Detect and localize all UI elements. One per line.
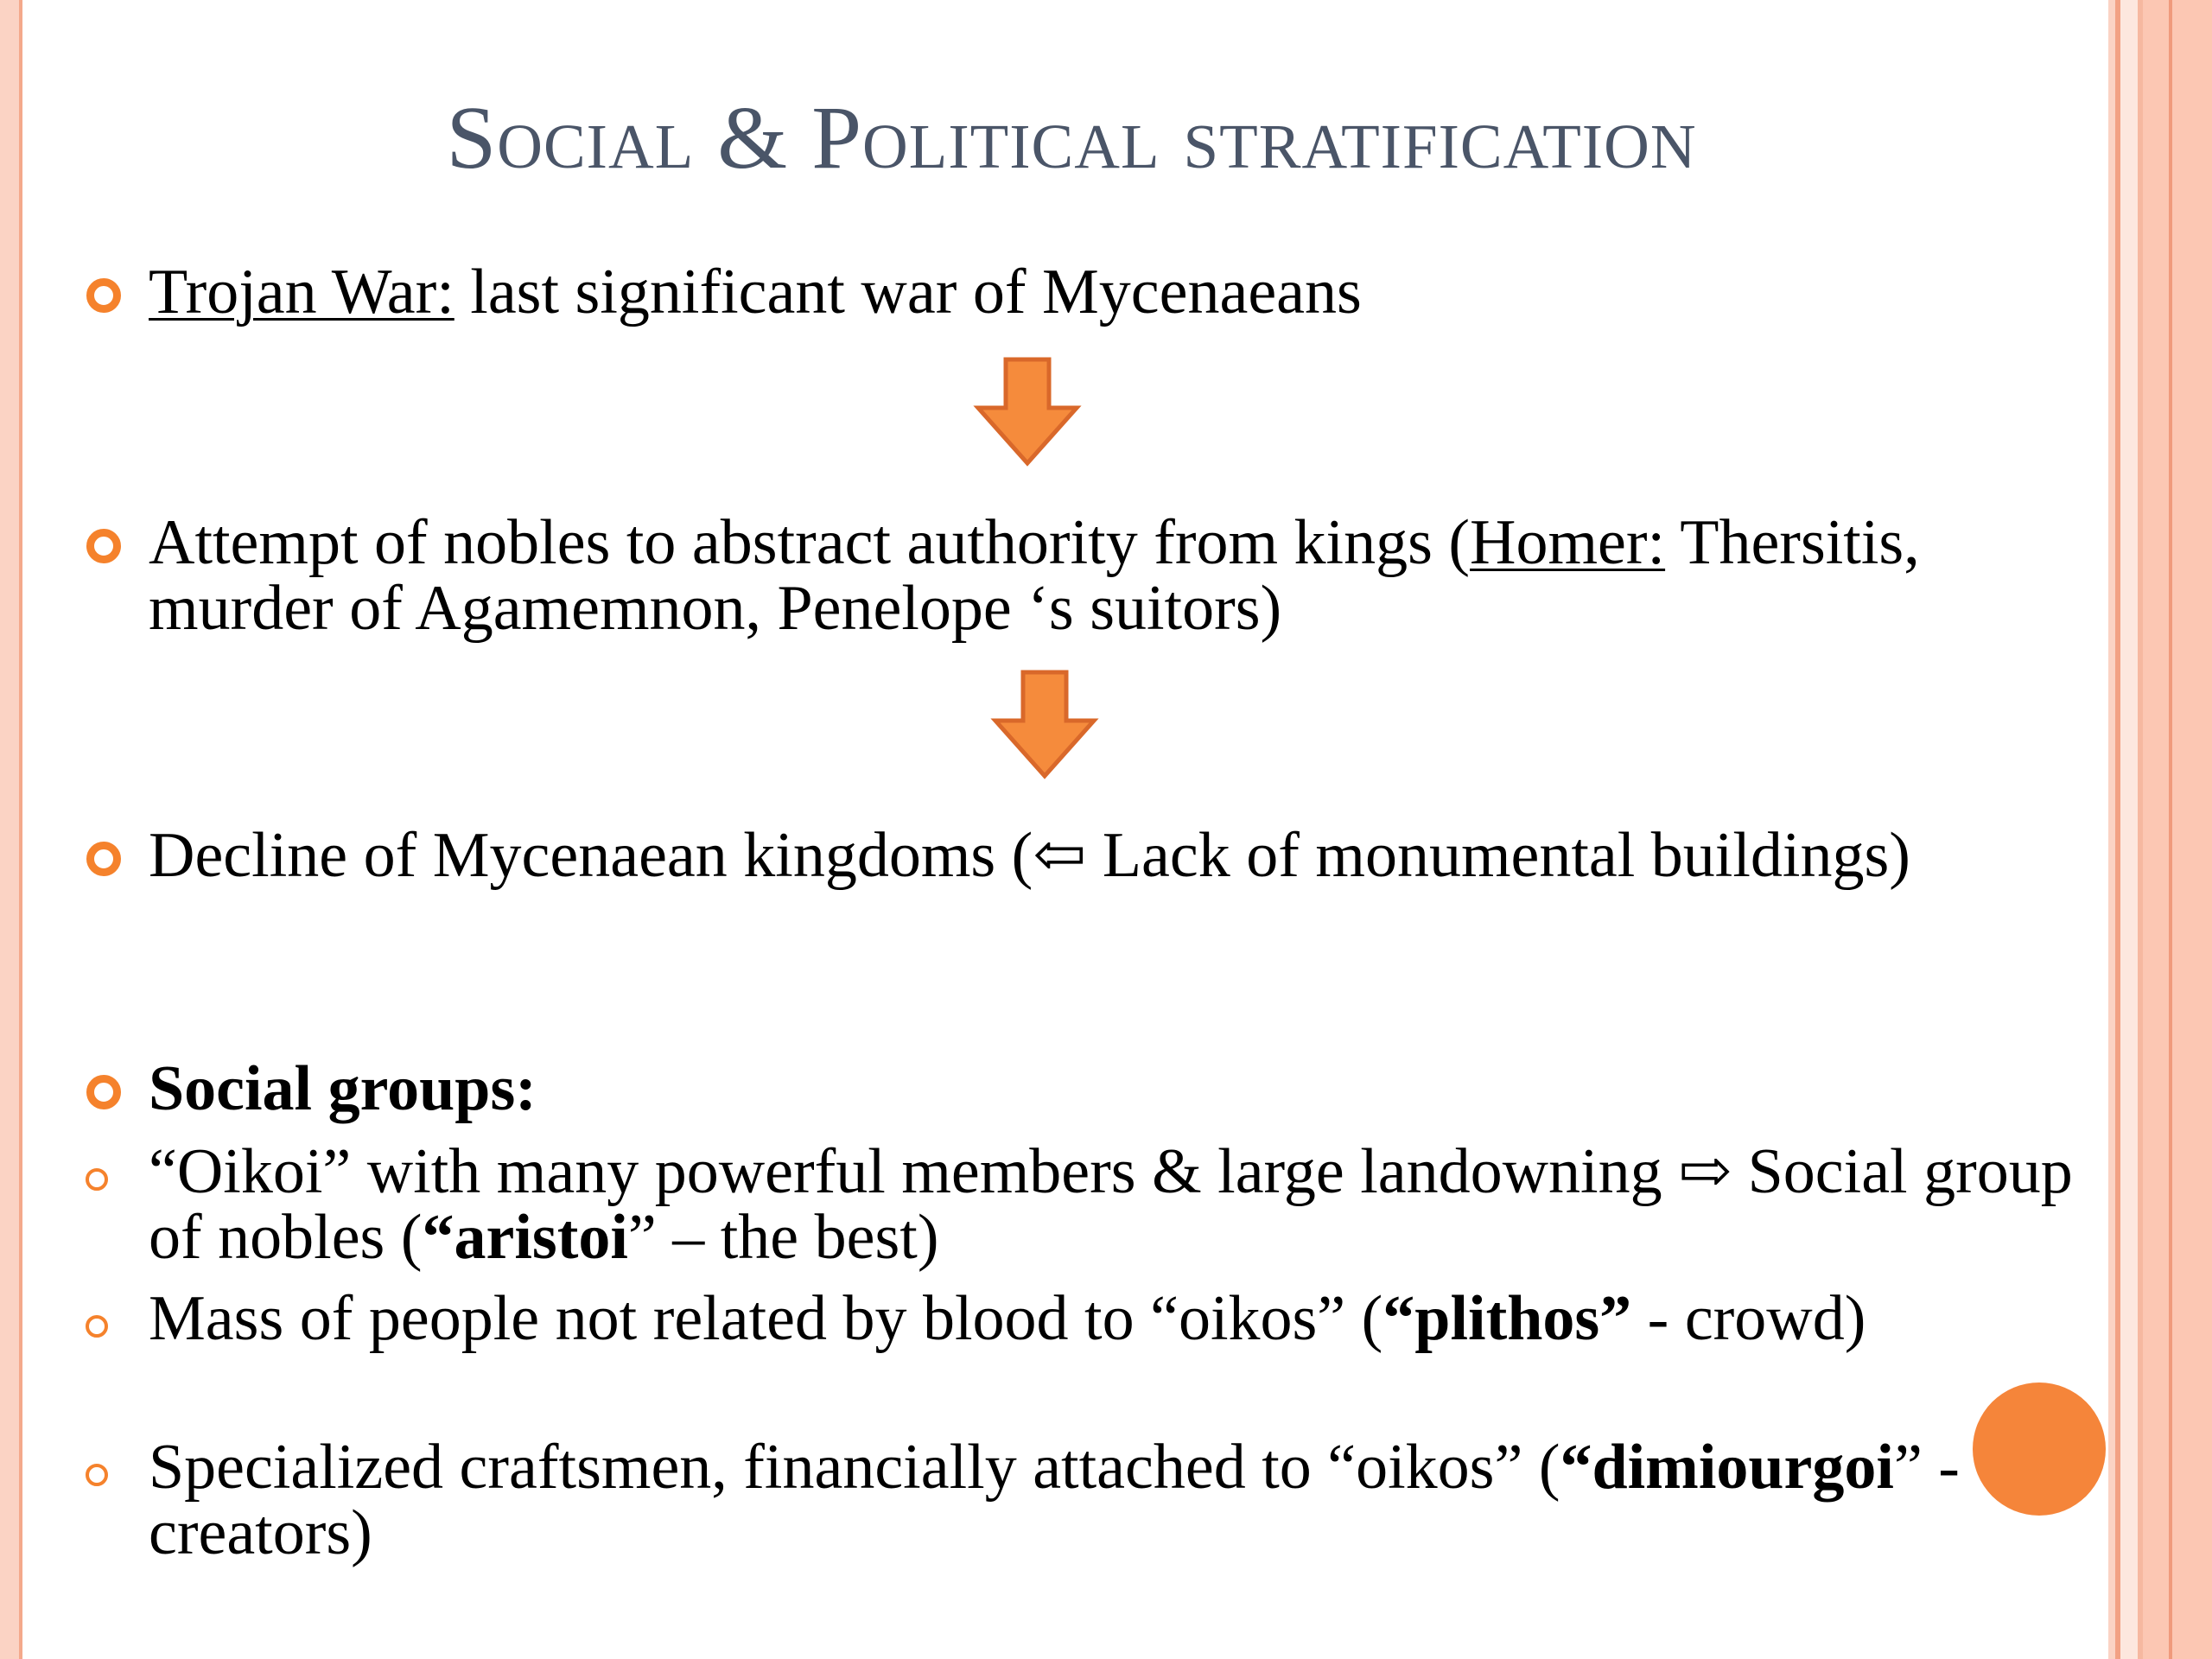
sub-text-b: ” - creators) bbox=[149, 1432, 1960, 1568]
bullet-trojan-war bbox=[149, 259, 2101, 325]
sub-bullet-oikoi bbox=[149, 1136, 2101, 1273]
sub-text-a: “Oikoi” with many powerful members & large landowning bbox=[149, 1136, 1679, 1207]
sub-bullet-dimiourgoi bbox=[149, 1434, 2101, 1566]
bullet-lead: Trojan War: bbox=[149, 257, 454, 327]
small-ring-bullet-icon bbox=[86, 1168, 108, 1191]
bullet-text-b: Lack of monumental buildings) bbox=[1086, 820, 1910, 891]
left-arrow-icon: ⇦ bbox=[1033, 820, 1087, 891]
term-aristoi: “aristoi bbox=[422, 1202, 628, 1273]
right-border-stripe-6 bbox=[2169, 0, 2172, 1659]
right-arrow-icon: ⇨ bbox=[1678, 1136, 1732, 1207]
bullet-text: last significant war of Mycenaeans bbox=[454, 257, 1362, 327]
sub-text-a: Mass of people not related by blood to “oikos” ( bbox=[149, 1283, 1383, 1354]
sub-text-b: - crowd) bbox=[1631, 1283, 1866, 1354]
ring-bullet-icon bbox=[86, 1075, 121, 1109]
small-ring-bullet-icon bbox=[86, 1464, 108, 1486]
sub-text-b: Social group of nobles ( bbox=[149, 1136, 2073, 1273]
bullet-text-b: Thersitis, murder of Agamemnon, Penelope ‘s suitors) bbox=[149, 507, 1920, 644]
slide-title: Social & Political stratification bbox=[446, 88, 1697, 188]
sub-bullet-plithos bbox=[149, 1283, 2101, 1354]
bullet-decline bbox=[149, 820, 2101, 891]
ring-bullet-icon bbox=[86, 529, 121, 563]
bullet-text-a: Decline of Mycenaean kingdoms ( bbox=[149, 820, 1033, 891]
homer-reference: Homer: bbox=[1470, 507, 1666, 578]
left-border-line bbox=[19, 0, 22, 1659]
ring-bullet-icon bbox=[86, 278, 121, 313]
sub-text-a: Specialized craftsmen, financially attached to “oikos” ( bbox=[149, 1432, 1560, 1503]
right-border-stripe-5 bbox=[2143, 0, 2212, 1659]
bullet-heading: Social groups: bbox=[149, 1053, 537, 1124]
bullet-social-groups bbox=[149, 1053, 2101, 1124]
down-arrow-icon bbox=[988, 667, 1101, 779]
ring-bullet-icon bbox=[86, 842, 121, 876]
term-plithos: “plithos” bbox=[1382, 1283, 1632, 1354]
bullet-nobles-attempt bbox=[149, 507, 2101, 644]
orange-circle-decoration bbox=[1973, 1382, 2106, 1516]
bullet-text-a: Attempt of nobles to abstract authority from kings ( bbox=[149, 507, 1471, 578]
right-border-stripe-1 bbox=[2108, 0, 2115, 1659]
left-border-stripe bbox=[0, 0, 19, 1659]
right-border-stripe-3 bbox=[2120, 0, 2138, 1659]
down-arrow-icon bbox=[971, 354, 1084, 467]
small-ring-bullet-icon bbox=[86, 1315, 108, 1338]
term-dimiourgoi: “dimiourgoi bbox=[1560, 1432, 1894, 1503]
sub-text-c: ” – the best) bbox=[627, 1202, 939, 1273]
